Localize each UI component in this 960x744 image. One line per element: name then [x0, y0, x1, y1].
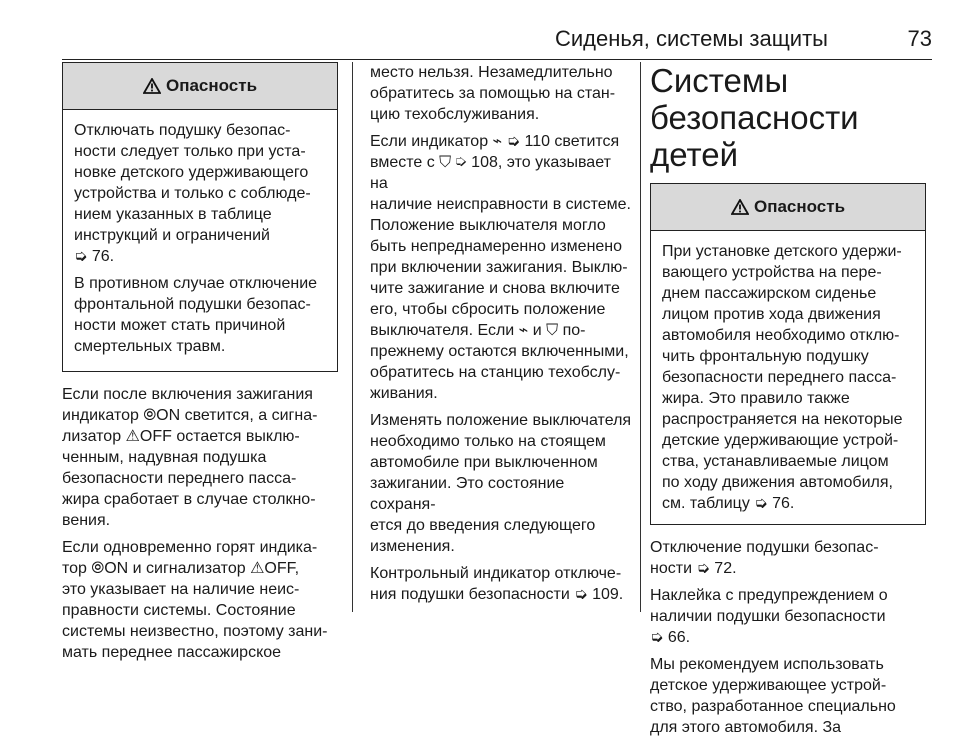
text-line: вместе с ⛉ ➭ 108, это указывает на — [370, 154, 611, 192]
column-1 — [62, 62, 338, 669]
text-line: инструкций и ограничений — [74, 227, 270, 244]
text-line: Если после включения зажигания — [62, 386, 313, 403]
text-line: жира сработает в случае столкно- — [62, 491, 316, 508]
column-divider-2 — [640, 62, 641, 612]
section-title: Сиденья, системы защиты — [554, 26, 828, 51]
text-line: чите зажигание и снова включите — [370, 280, 620, 297]
text-line: мать переднее пассажирское — [62, 644, 282, 661]
text-line: см. таблицу ➭ 76. — [662, 495, 795, 512]
text-line: по ходу движения автомобиля, — [662, 474, 893, 491]
text-line: детское удерживающее устрой- — [650, 677, 887, 694]
text-line: автомобиле при выключенном — [370, 454, 598, 471]
text-line: новке детского удерживающего — [74, 164, 309, 181]
text-line: лизатор ⚠OFF остается выклю- — [62, 428, 300, 445]
text-line: Если индикатор ⌁ ➭ 110 светится — [370, 133, 620, 150]
page-reference-link[interactable]: ➭ 76. — [74, 248, 115, 265]
paragraph — [62, 537, 338, 663]
text-line: его, чтобы сбросить положение — [370, 301, 606, 318]
text-line: В противном случае отключение — [74, 275, 318, 292]
text-line: обратитесь за помощью на стан- — [370, 85, 616, 102]
text-line: для этого автомобиля. За — [650, 719, 842, 736]
text-line: днем пассажирском сиденье — [662, 285, 877, 302]
text-line: нием указанных в таблице — [74, 206, 272, 223]
text-line: чить фронтальную подушку — [662, 348, 869, 365]
text-line: ния подушки безопасности ➭ 109. — [370, 586, 624, 603]
text-line: Отключать подушку безопас- — [74, 122, 291, 139]
danger-box — [650, 183, 926, 525]
text-line: вения. — [62, 512, 111, 529]
text-line: Контрольный индикатор отключе- — [370, 565, 622, 582]
paragraph — [370, 563, 632, 605]
danger-title: Опасность — [753, 197, 846, 216]
text-line: безопасности переднего пасса- — [62, 470, 297, 487]
paragraph — [370, 410, 632, 557]
paragraph — [370, 131, 632, 404]
text-line: системы неизвестно, поэтому зани- — [62, 623, 328, 640]
text-line: цию техобслуживания. — [370, 106, 540, 123]
text-line: правности системы. Состояние — [62, 602, 296, 619]
text-line: прежнему остаются включенными, — [370, 343, 629, 360]
text-line: ства, устанавливаемые лицом — [662, 453, 889, 470]
text-line: наличие неисправности в системе. — [370, 196, 631, 213]
text-line: распространяется на некоторые — [662, 411, 903, 428]
text-line: Положение выключателя могло — [370, 217, 606, 234]
text-line: смертельных травм. — [74, 338, 226, 355]
text-line: При установке детского удержи- — [662, 243, 902, 260]
paragraph — [650, 654, 926, 738]
text-line: безопасности переднего пасса- — [662, 369, 897, 386]
text-line: это указывает на наличие неис- — [62, 581, 300, 598]
paragraph — [370, 62, 632, 125]
danger-text — [662, 241, 914, 514]
text-line: детские удерживающие устрой- — [662, 432, 899, 449]
danger-header — [651, 184, 925, 231]
danger-title: Опасность — [165, 76, 258, 95]
page-number: 73 — [907, 26, 932, 51]
text-line: наличии подушки безопасности — [650, 608, 886, 625]
text-line: при включении зажигания. Выклю- — [370, 259, 628, 276]
text-line: Системы — [650, 62, 789, 99]
text-line: Если одновременно горят индика- — [62, 539, 318, 556]
text-line: место нельзя. Незамедлительно — [370, 64, 613, 81]
text-line: Наклейка с предупреждением о — [650, 587, 888, 604]
text-line: автомобиля необходимо отклю- — [662, 327, 900, 344]
warning-triangle-icon — [143, 78, 161, 94]
text-line: ется до введения следующего — [370, 517, 596, 534]
page-header — [0, 0, 960, 58]
text-line: ➭ 66. — [650, 629, 691, 646]
text-line: ченным, надувная подушка — [62, 449, 267, 466]
text-line: лицом против хода движения — [662, 306, 881, 323]
text-line: выключателя. Если ⌁ и ⛉ по- — [370, 322, 586, 339]
paragraph — [650, 585, 926, 648]
text-line: Мы рекомендуем использовать — [650, 656, 884, 673]
header-divider — [62, 59, 932, 60]
danger-text — [74, 273, 326, 357]
danger-header — [63, 63, 337, 110]
text-line: обратитесь на станцию техобслу- — [370, 364, 621, 381]
text-line: вающего устройства на пере- — [662, 264, 882, 281]
text-line: Изменять положение выключателя — [370, 412, 632, 429]
text-line: устройства и только с соблюде- — [74, 185, 311, 202]
danger-box — [62, 62, 338, 372]
text-line: живания. — [370, 385, 438, 402]
paragraph — [650, 537, 926, 579]
paragraph — [62, 384, 338, 531]
text-line: жира. Это правило также — [662, 390, 850, 407]
text-line: безопасности детей — [650, 99, 859, 173]
text-line: индикатор ⦾ON светится, а сигна- — [62, 407, 318, 424]
text-line: Отключение подушки безопас- — [650, 539, 879, 556]
warning-triangle-icon — [731, 199, 749, 215]
text-line: быть непреднамеренно изменено — [370, 238, 623, 255]
text-line: изменения. — [370, 538, 455, 555]
column-2 — [370, 62, 632, 611]
text-line: тор ⦾ON и сигнализатор ⚠OFF, — [62, 560, 300, 577]
text-line: ство, разработанное специально — [650, 698, 896, 715]
text-line: ности может стать причиной — [74, 317, 286, 334]
text-line: фронтальной подушки безопас- — [74, 296, 311, 313]
chapter-title — [650, 62, 926, 173]
text-line: необходимо только на стоящем — [370, 433, 606, 450]
text-line: зажигании. Это состояние сохраня- — [370, 475, 565, 513]
text-line: ности следует только при уста- — [74, 143, 306, 160]
text-line: ности ➭ 72. — [650, 560, 737, 577]
danger-text — [74, 120, 326, 267]
column-divider-1 — [352, 62, 353, 612]
